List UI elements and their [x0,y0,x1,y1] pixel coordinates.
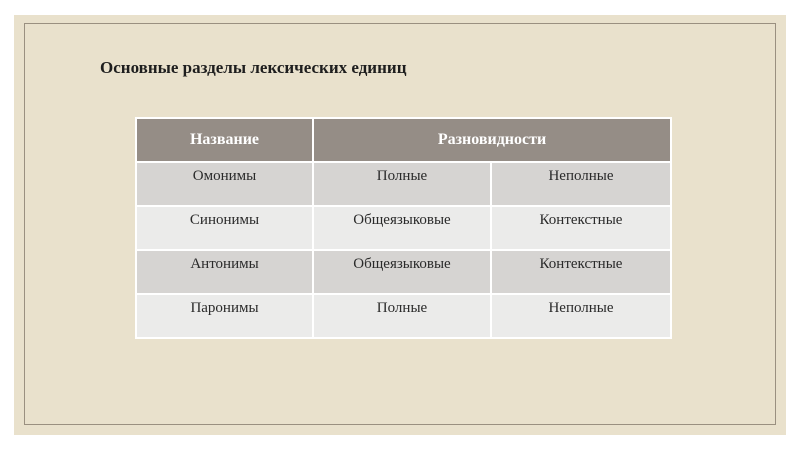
variety-2-cell [491,250,671,294]
slide [14,15,786,435]
variety-1-cell [313,250,491,294]
variety-2-cell [491,206,671,250]
row-name: Синонимы [189,211,260,228]
table-row [136,162,671,206]
variety-1-cell [313,206,491,250]
variety-1-cell [313,294,491,338]
table-row [136,206,671,250]
row-name-cell [136,206,313,250]
slide-title: Основные разделы лексических единиц [100,58,407,77]
row-name: Омонимы [192,167,257,184]
lexical-units-table [135,117,672,339]
variety-1: Полные [376,299,428,316]
variety-1-cell [313,162,491,206]
variety-2: Контекстные [539,255,623,272]
variety-2-cell [491,162,671,206]
variety-1: Общеязыковые [353,211,451,228]
variety-2: Неполные [548,167,614,184]
table-header-row [136,118,671,162]
row-name-cell [136,250,313,294]
variety-2: Контекстные [539,211,623,228]
row-name-cell [136,162,313,206]
header-name: Название [136,118,313,162]
variety-2: Неполные [548,299,614,316]
header-varieties: Разновидности [313,118,671,162]
row-name: Паронимы [190,299,259,316]
row-name-cell [136,294,313,338]
variety-1: Общеязыковые [353,255,451,272]
variety-1: Полные [376,167,428,184]
variety-2-cell [491,294,671,338]
row-name: Антонимы [190,255,259,272]
table-row [136,294,671,338]
table-row [136,250,671,294]
